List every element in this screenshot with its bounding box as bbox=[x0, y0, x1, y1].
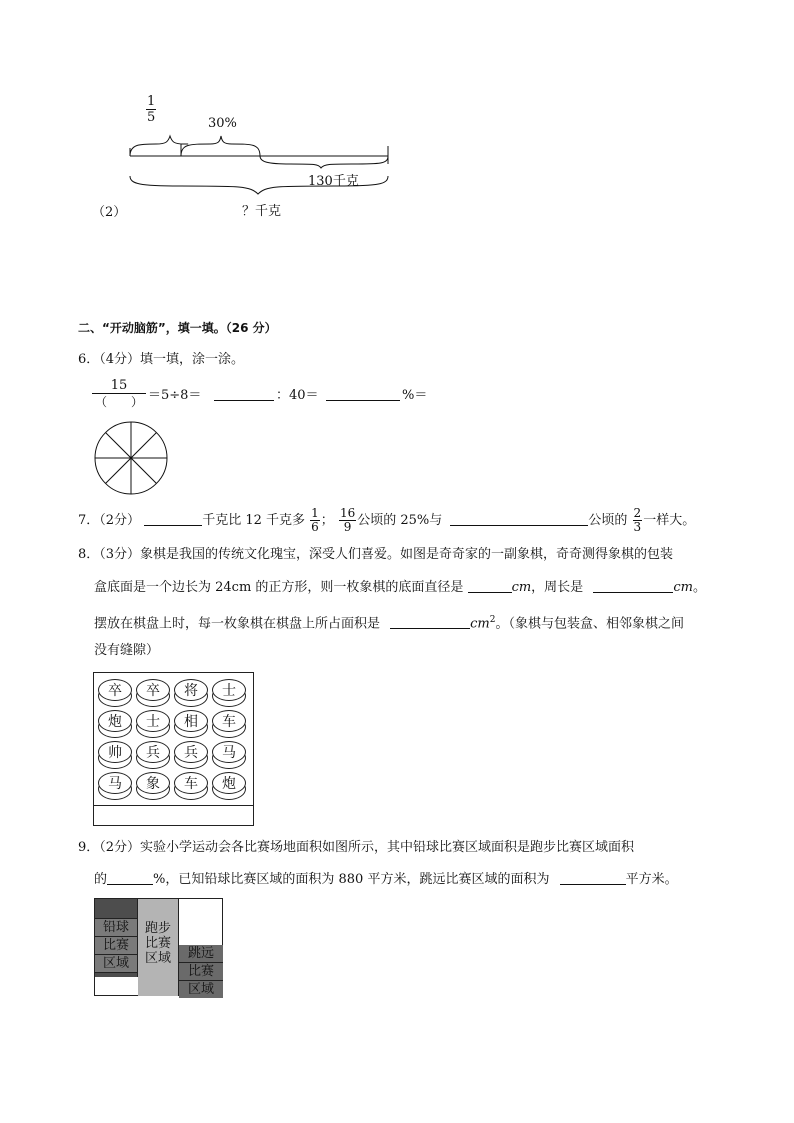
chess-box-divider bbox=[94, 805, 253, 806]
area-running bbox=[138, 899, 179, 996]
running-line-1: 跑步 bbox=[144, 921, 171, 936]
area-diagram bbox=[94, 898, 223, 996]
q6-pct: %＝ bbox=[402, 388, 428, 403]
chess-piece-label: 帅 bbox=[98, 741, 132, 763]
chess-piece-label: 炮 bbox=[98, 710, 132, 732]
chess-piece-label: 马 bbox=[212, 741, 246, 763]
q7-part1: 千克比 12 千克多 bbox=[202, 513, 305, 528]
q8-line-2 bbox=[94, 578, 706, 598]
q6-stem: 6．（4分）填一填，涂一涂。 bbox=[78, 352, 245, 367]
chess-piece bbox=[98, 772, 132, 802]
q6-fraction bbox=[92, 378, 146, 410]
chess-piece bbox=[174, 772, 208, 802]
diagram-frac-den: 5 bbox=[147, 110, 156, 125]
chess-piece-label: 士 bbox=[136, 710, 170, 732]
chess-box bbox=[93, 672, 254, 826]
chess-piece bbox=[174, 741, 208, 771]
q9-line-1: 9．（2分）实验小学运动会各比赛场地面积如图所示，其中铅球比赛区域面积是跑步比赛区域面积 bbox=[78, 840, 635, 855]
jump-line-1: 跳远 bbox=[179, 945, 223, 963]
jump-line-3: 区域 bbox=[179, 981, 223, 998]
chess-piece-label: 兵 bbox=[174, 741, 208, 763]
q7-frac-1-num: 1 bbox=[311, 506, 319, 520]
diagram-fraction bbox=[145, 94, 157, 125]
q7-part3: 公顷的 bbox=[588, 513, 628, 528]
q7-frac-3-den: 3 bbox=[633, 520, 642, 534]
q9-line-2 bbox=[94, 870, 678, 890]
chess-piece bbox=[98, 741, 132, 771]
chess-piece-label: 车 bbox=[174, 772, 208, 794]
area-jump bbox=[179, 946, 223, 996]
q7-frac-3 bbox=[633, 507, 643, 534]
chess-piece-label: 卒 bbox=[136, 679, 170, 701]
chess-piece bbox=[136, 741, 170, 771]
q8-unit-cm-1: cm bbox=[511, 580, 532, 595]
chess-piece-label: 卒 bbox=[98, 679, 132, 701]
q7-sep: ； bbox=[320, 513, 334, 528]
q8-sup-2: 2 bbox=[489, 615, 496, 625]
q8-unit-cm-2: cm bbox=[673, 580, 693, 595]
q7-frac-3-num: 2 bbox=[633, 506, 642, 520]
q7-line bbox=[78, 506, 695, 536]
q7-blank-2[interactable] bbox=[450, 511, 588, 526]
q9-blank-percent[interactable] bbox=[107, 870, 153, 885]
q8-blank-circumference[interactable] bbox=[593, 578, 673, 593]
shotput-line-3: 区域 bbox=[95, 955, 137, 973]
q6-blank-1[interactable] bbox=[214, 386, 274, 401]
q8-unit-cm2: cm bbox=[470, 616, 490, 632]
chess-piece bbox=[212, 772, 246, 802]
q6-denominator-blank[interactable]: （ ） bbox=[94, 395, 143, 409]
jump-line-2: 比赛 bbox=[179, 963, 223, 981]
q8-line3-b: 。（象棋与包装盒、相邻象棋之间 bbox=[495, 616, 685, 632]
shotput-line-1: 铅球 bbox=[95, 918, 137, 937]
q8-blank-diameter[interactable] bbox=[468, 578, 512, 593]
q7-part2: 公顷的 25%与 bbox=[357, 513, 443, 528]
q7-part4: 一样大。 bbox=[643, 513, 696, 528]
diagram-total: ？千克 bbox=[242, 204, 282, 219]
chess-piece bbox=[98, 710, 132, 740]
q9-blank-area[interactable] bbox=[560, 870, 626, 885]
running-line-3: 区域 bbox=[144, 951, 171, 966]
chess-piece-label: 士 bbox=[212, 679, 246, 701]
shotput-line-2: 比赛 bbox=[95, 937, 137, 955]
q6-eq1: ＝5÷8＝ bbox=[148, 388, 202, 403]
chess-piece-label: 象 bbox=[136, 772, 170, 794]
chess-piece-label: 相 bbox=[174, 710, 208, 732]
q7-frac-2-den: 9 bbox=[343, 520, 352, 534]
chess-piece bbox=[212, 741, 246, 771]
chess-piece bbox=[212, 679, 246, 709]
q6-equation bbox=[92, 378, 452, 412]
chess-piece-label: 将 bbox=[174, 679, 208, 701]
diagram-percent: 30% bbox=[208, 116, 237, 131]
q7-frac-2-num: 16 bbox=[339, 506, 356, 520]
chess-piece-label: 马 bbox=[98, 772, 132, 794]
q7-frac-2 bbox=[339, 507, 356, 534]
q6-ratio: ：40＝ bbox=[276, 388, 319, 403]
q7-prefix: 7．（2分） bbox=[78, 513, 141, 528]
section-title: 二、“开动脑筋”，填一填。（26 分） bbox=[78, 321, 277, 335]
chess-piece bbox=[212, 710, 246, 740]
diagram-frac-num: 1 bbox=[147, 94, 156, 109]
q6-numerator: 15 bbox=[92, 378, 146, 394]
q9-line2-b: %，已知铅球比赛区域的面积为 880 平方米，跳远比赛区域的面积为 bbox=[153, 872, 550, 887]
q8-line-1: 8．（3分）象棋是我国的传统文化瑰宝，深受人们喜爱。如图是奇奇家的一副象棋，奇奇测得象棋的包装 bbox=[78, 547, 674, 562]
q8-line-3 bbox=[94, 610, 684, 634]
q8-line-4: 没有缝隙） bbox=[94, 643, 160, 658]
chess-piece-label: 车 bbox=[212, 710, 246, 732]
area-shotput bbox=[95, 899, 138, 977]
chess-piece-label: 兵 bbox=[136, 741, 170, 763]
chess-piece bbox=[136, 679, 170, 709]
q9-line2-c: 平方米。 bbox=[625, 872, 678, 887]
diagram-remaining: 130千克 bbox=[308, 174, 359, 189]
q7-frac-1-den: 6 bbox=[311, 520, 319, 534]
chess-piece bbox=[136, 710, 170, 740]
q6-blank-2[interactable] bbox=[326, 386, 400, 401]
q8-line2-a: 盒底面是一个边长为 24cm 的正方形，则一枚象棋的底面直径是 bbox=[94, 580, 464, 595]
q7-blank-1[interactable] bbox=[144, 511, 202, 526]
chess-piece bbox=[98, 679, 132, 709]
diagram-label: （2） bbox=[92, 205, 127, 220]
q9-line2-a: 的 bbox=[94, 872, 108, 887]
q8-line3-a: 摆放在棋盘上时，每一枚象棋在棋盘上所占面积是 bbox=[94, 616, 381, 632]
chess-piece bbox=[174, 679, 208, 709]
q7-frac-1 bbox=[310, 507, 320, 534]
q8-line2-end: 。 bbox=[692, 580, 706, 595]
running-line-2: 比赛 bbox=[144, 936, 171, 951]
q8-blank-area[interactable] bbox=[390, 614, 470, 629]
segment-diagram bbox=[90, 90, 400, 220]
chess-piece bbox=[136, 772, 170, 802]
q8-line2-b: ，周长是 bbox=[531, 580, 584, 595]
q6-circle-diagram[interactable] bbox=[93, 420, 169, 496]
chess-piece bbox=[174, 710, 208, 740]
chess-piece-label: 炮 bbox=[212, 772, 246, 794]
